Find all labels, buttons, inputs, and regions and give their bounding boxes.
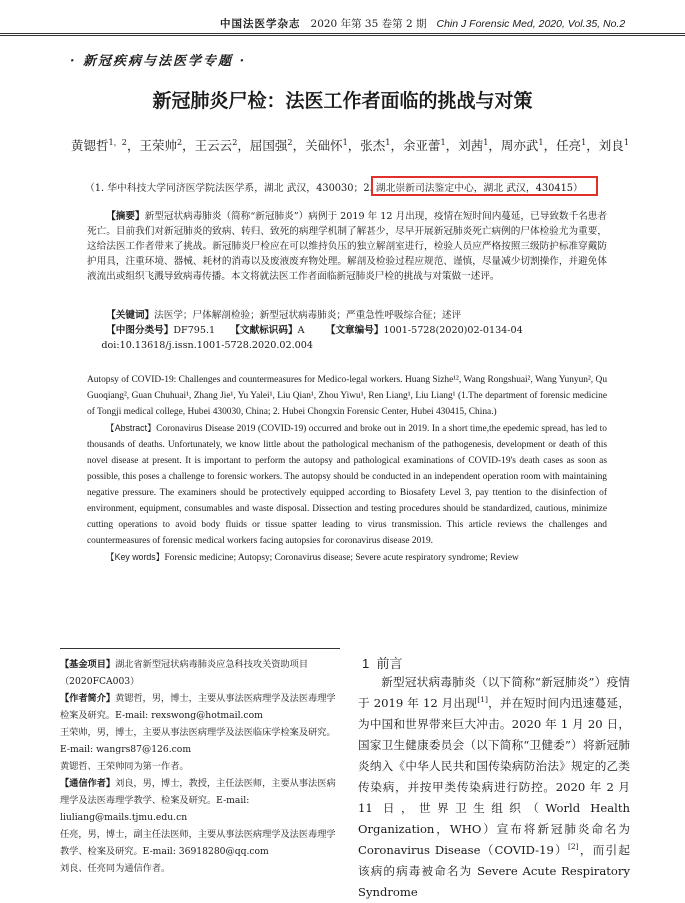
abstract-cn-text: 新型冠状病毒肺炎（简称“新冠肺炎”）病例于 2019 年 12 月出现，疫情在短时间内蔓延，已导致数千名患者死亡。目前我们对新冠肺炎的致病、转归、致死的病理学机制了解甚少，尽早开展新冠肺炎死亡病例的尸体检验尤为重要，这给法医工作者带来了挑战。新冠肺炎尸检应在可以维持负压的独立解剖室进行，检验人员应严格按照三级防护标准穿戴防护用具，注重环境、器械、耗材的消毒以及废液废弃物处理。解剖及检验过程应规范、谨慎，尽量减少切割操作，并避免体液流出或组织飞溅导致病毒传播。本文将就法医工作者面临新冠肺炎尸检的挑战与对策做一述评。 xyxy=(87,211,607,282)
corr-author-1: 刘良，男，博士，教授，主任法医师，主要从事法医病理学及法医毒理学教学、检案及研究。E-mail: liuliang@mails.tjmu.edu.cn xyxy=(60,778,336,823)
doc-code-label: 【文献标识码】 xyxy=(230,325,298,336)
author-affiliation-mark: 1 xyxy=(538,136,544,147)
fund-label: 【基金项目】 xyxy=(60,659,116,670)
english-affiliation: (1.The department of forensic medicine of Tongji medical college, Hubei 430030, China; 2. Hubei Chongxin Forensic Center, Hubei 430415, China.) xyxy=(87,391,608,417)
abstract-cn xyxy=(87,209,607,284)
keywords-block-cn xyxy=(87,308,607,353)
header-rule-bottom xyxy=(0,35,685,36)
highlight-box xyxy=(371,176,598,196)
author-intro-label: 【作者简介】 xyxy=(60,693,116,704)
doc-code-value: A xyxy=(297,325,305,336)
author-intro-3: 黄锶哲、王荣帅同为第一作者。 xyxy=(60,761,189,772)
keywords-cn-text: 法医学；尸体解剖检验；新型冠状病毒肺炎；严重急性呼吸综合征；述评 xyxy=(154,310,462,321)
author-name: 黄锶哲 xyxy=(71,138,109,153)
author-name: 屈国强 xyxy=(249,138,288,153)
author-affiliation-mark: 2 xyxy=(232,136,238,147)
corr-author-3: 刘良、任亮同为通信作者。 xyxy=(60,863,171,874)
author-intro-2: 王荣帅，男，博士，主要从事法医病理学及法医临床学检案及研究。E-mail: wangrs87@126.com xyxy=(60,727,336,755)
author-name: 刘良 xyxy=(598,138,624,153)
topic-label: · 新冠疾病与法医学专题 · xyxy=(70,54,247,69)
author-affiliation-mark: 1 xyxy=(483,136,489,147)
page-header xyxy=(0,0,685,46)
english-abstract-block xyxy=(87,372,607,566)
affiliation-1: （1. 华中科技大学同济医学院法医学系，湖北 武汉，430030； xyxy=(85,183,364,194)
clc-value: DF795.1 xyxy=(173,325,216,336)
author-name: 张杰 xyxy=(360,138,386,153)
author-intro-1: 黄锶哲，男，博士，主要从事法医病理学及法医毒理学检案及研究。E-mail: rexswong@hotmail.com xyxy=(60,693,336,721)
affiliation-2: 2. 湖北崇新司法鉴定中心，湖北 武汉，430415） xyxy=(363,183,583,194)
author-affiliation-mark: 1 xyxy=(623,136,629,147)
english-keywords-label: 【Key words】 xyxy=(105,552,165,562)
body-text xyxy=(358,672,630,903)
author-affiliation-mark: 2 xyxy=(176,136,183,147)
abstract-cn-label: 【摘要】 xyxy=(106,211,145,222)
author-affiliation-mark: 1 xyxy=(440,136,446,147)
author-affiliation-mark: 1 xyxy=(342,136,348,147)
reference-2: [2] xyxy=(567,842,579,852)
body-part-3: ，而引起该病的病毒被命名为 Severe Acute Respiratory Syndrome xyxy=(358,843,630,899)
english-abstract-label: 【Abstract】 xyxy=(105,423,157,433)
corr-author-label: 【通信作者】 xyxy=(60,778,116,789)
english-authors: Huang Sizhe¹², Wang Rongshuai², Wang Yunyun², Qu Guoqiang², Guan Chuhuai¹, Zhang Jie¹, Yu Yalei¹, Liu Qian¹, Zhou Yiwu¹, Ren Liang¹, Liu Liang¹ xyxy=(87,375,608,401)
section-title: 前言 xyxy=(376,656,403,671)
english-title: Autopsy of COVID-19: Challenges and countermeasures for Medico-legal workers. xyxy=(87,375,403,385)
issue-info-cn: 2020 年第 35 卷第 2 期 xyxy=(310,18,427,30)
keywords-cn-label: 【关键词】 xyxy=(106,310,155,321)
footnote-rule xyxy=(60,648,340,649)
journal-name-cn: 中国法医学杂志 xyxy=(220,18,301,30)
author-name: 任亮 xyxy=(556,138,582,153)
english-abstract-text: Coronavirus Disease 2019 (COVID-19) occurred and broke out in 2019. In a short time,the epedemic spread, has led to thousands of deaths. Unfortunately, we know little about the pathological mechanism of the pathogenesis, development or death of this novel disease at present. It is important to perform the autopsy and pathological examinations of COVID-19's death cases as soon as possible, this poses a challenge to forensic workers. The autopsy should be conducted in an independent operation room with maintaining negative pressure. The examiners should be protectively equipped according to Biosafety Level 3, pay ttention to the disinfection of environment, equipment, consumables and waste disposal. Dissection and testing procedures should be standardized, cautious, minimize cutting operations to avoid body fluids or tissue spatter leading to virus transmission. This article reviews the challenges and countermeasures of forensic medical workers facing autopsies for coronavirus disease 2019. xyxy=(87,424,607,546)
article-number-label: 【文章编号】 xyxy=(325,325,384,336)
author-affiliation-mark: 1 xyxy=(581,136,587,147)
section-number: 1 xyxy=(362,656,370,671)
author-list: 黄锶哲$^{1,2}$，王荣帅$^2$，王云云$^2$，屈国强$^2$，关础怀$^1$，张杰$^1$，余亚蕾$^1$，刘茜$^1$，周亦武$^1$，任亮$^1$，刘良$^1$ xyxy=(71,136,629,153)
author-affiliation-mark: 1 xyxy=(385,136,391,147)
fund-text: 湖北省新型冠状病毒肺炎应急科技攻关资助项目（2020FCA003） xyxy=(60,659,309,687)
clc-label: 【中图分类号】 xyxy=(106,325,174,336)
author-name: 关础怀 xyxy=(305,138,343,153)
article-title: 新冠肺炎尸检：法医工作者面临的挑战与对策 xyxy=(152,90,533,112)
english-keywords-text: Forensic medicine; Autopsy; Coronavirus disease; Severe acute respiratory syndrome; Review xyxy=(164,553,519,563)
author-name: 余亚蕾 xyxy=(402,138,441,153)
author-name: 王云云 xyxy=(194,138,233,153)
article-number-value: 1001-5728(2020)02-0134-04 xyxy=(383,325,523,336)
body-part-2: ，并在短时间内迅速蔓延，为中国和世界带来巨大冲击。2020 年 1 月 20 日，国家卫生健康委员会（以下简称“卫健委”）将新冠肺炎纳入《中华人民共和国传染病防治法》规定的乙类传染病，并按甲类传染病进行防控。2020 年 2 月 11 日，世界卫生组织（World Health Organization，WHO）宣布将新冠肺炎命名为 Coronavirus Disease（COVID-19） xyxy=(358,696,630,857)
journal-name-en: Chin J Forensic Med, 2020, Vol.35, No.2 xyxy=(436,18,626,30)
section-heading xyxy=(362,653,402,672)
author-affiliation-mark: 1，2 xyxy=(108,136,127,147)
reference-1: [1] xyxy=(477,695,488,705)
body-part-1: 新型冠状病毒肺炎（以下简称“新冠肺炎”）疫情于 2019 年 12 月出现 xyxy=(358,675,630,710)
doi: doi:10.13618/j.issn.1001-5728.2020.02.004 xyxy=(101,340,313,351)
header-rule-top xyxy=(0,33,685,34)
author-name: 王荣帅 xyxy=(139,138,177,153)
corr-author-2: 任亮，男，博士，副主任法医师，主要从事法医病理学及法医毒理学教学、检案及研究。E-mail: 36918280@qq.com xyxy=(60,829,336,857)
author-name: 刘茜 xyxy=(458,138,484,153)
running-header xyxy=(220,16,625,31)
footnote-block xyxy=(60,656,338,877)
author-name: 周亦武 xyxy=(500,138,539,153)
author-affiliation-mark: 2 xyxy=(287,136,293,147)
